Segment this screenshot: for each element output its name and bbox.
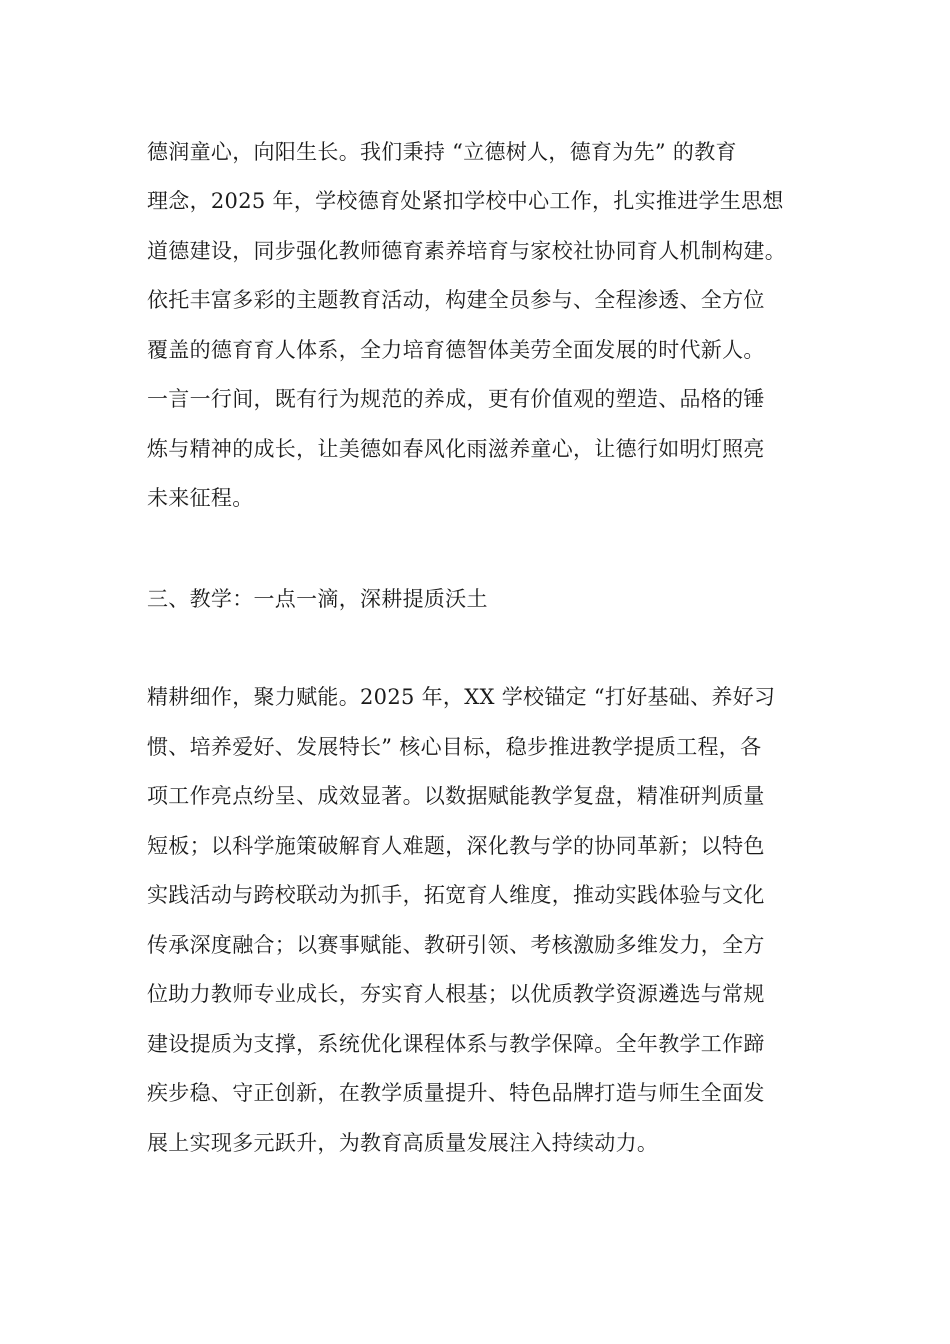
paragraph-line: 建设提质为支撑，系统优化课程体系与教学保障。全年教学工作蹄 — [147, 1032, 765, 1056]
paragraph-line: 一言一行间，既有行为规范的养成，更有价值观的塑造、品格的锤 — [147, 387, 765, 411]
paragraph-line: 覆盖的德育育人体系，全力培育德智体美劳全面发展的时代新人。 — [147, 338, 765, 362]
paragraph-line: 项工作亮点纷呈、成效显著。以数据赋能教学复盘，精准研判质量 — [147, 784, 765, 808]
section-heading: 三、教学：一点一滴，深耕提质沃土 — [147, 587, 488, 611]
paragraph-line: 惯、培养爱好、发展特长” 核心目标，稳步推进教学提质工程，各 — [147, 735, 762, 759]
paragraph-line: 道德建设，同步强化教师德育素养培育与家校社协同育人机制构建。 — [147, 239, 786, 263]
paragraph-line: 展上实现多元跃升，为教育高质量发展注入持续动力。 — [147, 1131, 659, 1155]
paragraph-line: 短板；以科学施策破解育人难题，深化教与学的协同革新；以特色 — [147, 834, 765, 858]
paragraph-line: 依托丰富多彩的主题教育活动，构建全员参与、全程渗透、全方位 — [147, 288, 765, 312]
paragraph-line: 未来征程。 — [147, 486, 254, 510]
paragraph-line: 疾步稳、守正创新，在教学质量提升、特色品牌打造与师生全面发 — [147, 1081, 765, 1105]
paragraph-line: 传承深度融合；以赛事赋能、教研引领、考核激励多维发力，全方 — [147, 933, 765, 957]
paragraph-line: 德润童心，向阳生长。我们秉持 “立德树人，德育为先” 的教育 — [147, 140, 737, 164]
paragraph-line: 精耕细作，聚力赋能。2025 年，XX 学校锚定 “打好基础、养好习 — [147, 685, 776, 709]
paragraph-line: 位助力教师专业成长，夯实育人根基；以优质教学资源遴选与常规 — [147, 982, 765, 1006]
paragraph-line: 炼与精神的成长，让美德如春风化雨滋养童心，让德行如明灯照亮 — [147, 437, 765, 461]
paragraph-line: 实践活动与跨校联动为抓手，拓宽育人维度，推动实践体验与文化 — [147, 883, 765, 907]
paragraph-line: 理念，2025 年，学校德育处紧扣学校中心工作，扎实推进学生思想 — [147, 189, 784, 213]
